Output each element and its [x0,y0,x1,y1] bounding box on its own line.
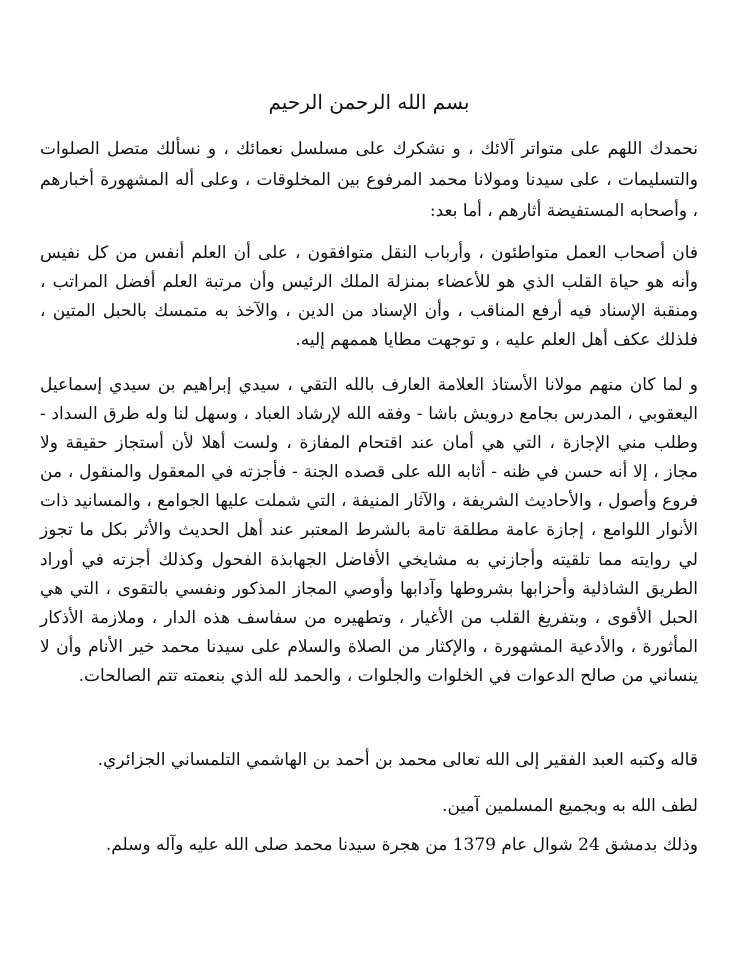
signature-line: قاله وكتبه العبد الفقير إلى الله تعالى محمد بن أحمد بن الهاشمي التلمساني الجزائري. [97,750,698,770]
date-line: وذلك بدمشق 24 شوال عام 1379 من هجرة سيدنا محمد صلى الله عليه وآله وسلم. [105,835,698,855]
second-paragraph: فان أصحاب العمل متواطئون ، وأرباب النقل متوافقون ، على أن العلم أنفس من كل نفيس وأنه هو حياة القلب الذي هو للأعضاء بمنزلة الملك الرئيس وأن مرتبة العلم أفضل المراتب ، ومنقبة الإسناد فيه أرفع المناقب ، وأن الإسناد من الدين ، والآخذ به متمسك بالحبل المتين ، فلذلك عكف أهل العلم عليه ، و توجهت مطايا هممهم إليه. [40,243,698,350]
document-title: بسم الله الرحمن الرحيم [268,90,470,114]
ijaza-paragraph: و لما كان منهم مولانا الأستاذ العلامة العارف بالله التقي ، سيدي إبراهيم بن سيدي إسماعيل اليعقوبي ، المدرس بجامع درويش باشا - وفقه الله لإرشاد العباد ، وسهل لنا وله طرق السداد - وطلب مني الإجازة ، التي هي أمان عند اقتحام المفازة ، ولست أهلا لأن أستجاز حقيقة ولا مجاز ، إلا أنه حسن في ظنه - أثابه الله على قصده الجنة - فأجزته في المعقول والمنقول ، من فروع وأصول ، والأحاديث الشريفة ، والآثار المنيفة ، التي شملت عليها الجوامع ، والمسانيد ذات الأنوار اللوامع ، إجازة عامة مطلقة تامة بالشرط المعتبر عند أهل الحديث والأثر بكل ما تجوز لي روايته مما تلقيته وأجازني به مشايخي الأفاضل الجهابذة الفحول وكذلك أجزته في أوراد الطريق الشاذلية وأحزابها بشروطها وآدابها وأوصي المجاز المذكور ونفسي بالتقوى ، التي هي الحبل الأقوى ، وبتفريغ القلب من الأغيار ، وتطهيره من سفاسف هذه الدار ، وملازمة الأذكار المأثورة ، والأدعية المشهورة ، والإكثار من الصلاة والسلام على سيدنا محمد خير الأنام وأن لا ينساني من صالح الدعوات في الخلوات والجلوات ، والحمد لله الذي بنعمته تتم الصالحات. [40,375,698,686]
document-page [40,0,698,960]
supplication-line: لطف الله به وبجميع المسلمين آمين. [442,796,698,816]
opening-paragraph: نحمدك اللهم على متواتر آلائك ، و نشكرك على مسلسل نعمائك ، و نسألك متصل الصلوات والتسليمات ، على سيدنا ومولانا محمد المرفوع بين المخلوقات ، وعلى أله المشهورة أخبارهم ، وأصحابه المستفيضة أثارهم ، أما بعد: [40,139,698,221]
